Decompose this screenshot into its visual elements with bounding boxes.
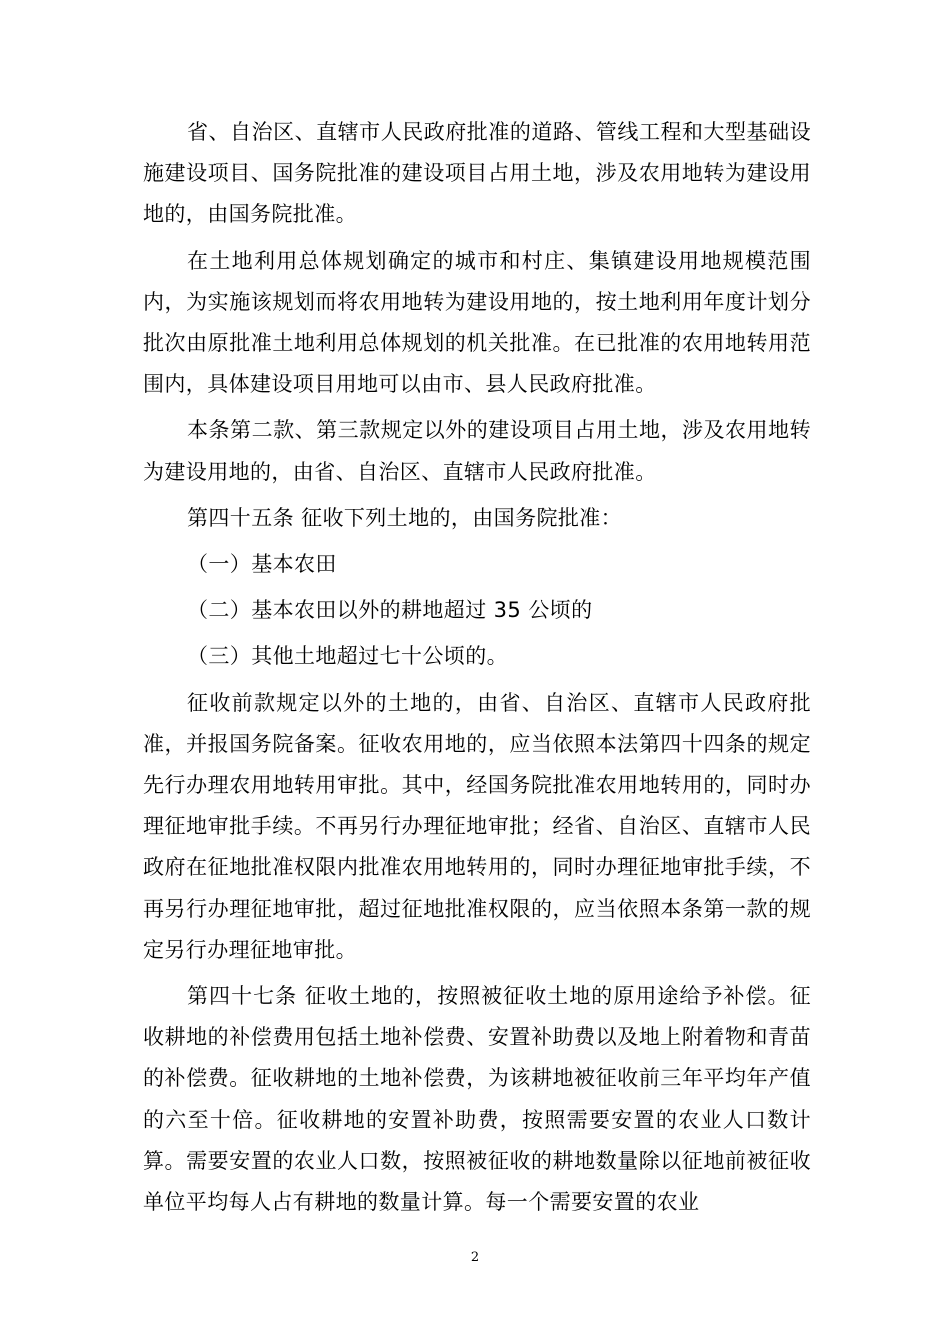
article-45-item-1: （一）基本农田 <box>187 552 337 577</box>
paragraph-3: 本条第二款、第三款规定以外的建设项目占用土地，涉及农用地转为建设用地的，由省、自治区、直辖市人民政府批准。 <box>143 418 811 484</box>
article-47-paragraph: 第四十七条 征收土地的，按照被征收土地的原用途给予补偿。征收耕地的补偿费用包括土地补偿费、安置补助费以及地上附着物和青苗的补偿费。征收耕地的土地补偿费，为该耕地被征收前三年平均年产值的六至十倍。征收耕地的安置补助费，按照需要安置的农业人口数计算。需要安置的农业人口数，按照被征收的耕地数量除以征地前被征收单位平均每人占有耕地的数量计算。每一个需要安置的农业 <box>143 984 811 1215</box>
page-number: 2 <box>470 1250 480 1265</box>
paragraph-8: 征收前款规定以外的土地的，由省、自治区、直辖市人民政府批准，并报国务院备案。征收农用地的，应当依照本法第四十四条的规定先行办理农用地转用审批。其中，经国务院批准农用地转用的，同时办理征地审批手续。不再另行办理征地审批；经省、自治区、直辖市人民政府在征地批准权限内批准农用地转用的，同时办理征地审批手续，不再另行办理征地审批，超过征地批准权限的，应当依照本条第一款的规定另行办理征地审批。 <box>143 690 811 962</box>
paragraph-2: 在土地利用总体规划确定的城市和村庄、集镇建设用地规模范围内，为实施该规划而将农用地转为建设用地的，按土地利用年度计划分批次由原批准土地利用总体规划的机关批准。在已批准的农用地转用范围内，具体建设项目用地可以由市、县人民政府批准。 <box>143 248 811 397</box>
article-45-heading: 第四十五条 征收下列土地的，由国务院批准： <box>187 505 623 530</box>
article-45-item-3: （三）其他土地超过七十公顷的。 <box>187 644 508 669</box>
article-45-item-2: （二）基本农田以外的耕地超过 35 公顷的 <box>187 598 593 623</box>
document-body <box>143 112 811 1228</box>
paragraph-1: 省、自治区、直辖市人民政府批准的道路、管线工程和大型基础设施建设项目、国务院批准的建设项目占用土地，涉及农用地转为建设用地的，由国务院批准。 <box>143 120 811 227</box>
